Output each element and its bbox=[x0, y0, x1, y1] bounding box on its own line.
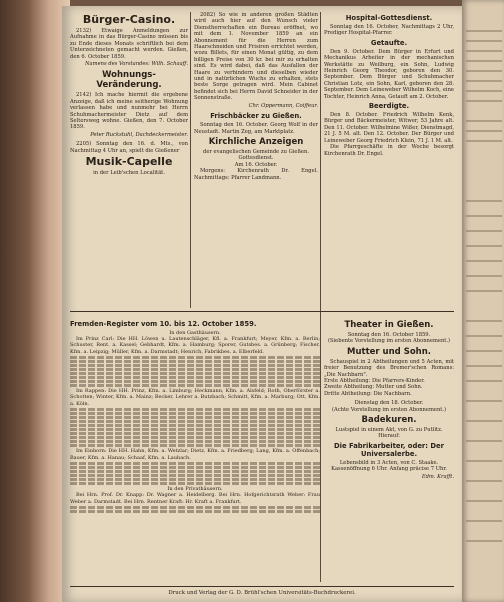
theater-play2: Badekuren. bbox=[361, 415, 417, 426]
theater-date: Sonntag den 16. October 1859. bbox=[347, 332, 431, 338]
text-hospital: Sonntag den 16. October, Nachmittags 2 Uhr, Prediger Hospital-Pfarrer. bbox=[324, 24, 454, 37]
sub-privathaeuser: In den Privathäusern. bbox=[167, 486, 223, 493]
theater-genre2: Lustspiel in einem Akt, von G. zu Putlitz. bbox=[335, 427, 443, 434]
theater-part1: Erste Abtheilung: Die Pfarrers-Kinder. bbox=[324, 378, 425, 385]
notice-coiffeur: 2082) So wie in anderen großen Städten wird auch hier auf den Wunsch vieler Dienstherrschaften ein Bureau eröffnet, wo mit dem 1. November 1859 an ein Abonnement für die Herren zum Haarschneiden und Frisiren errichtet werden, wozu Billets, für einen Monat gültig, zu dem billigen Preise von 30 kr. bei mir zu erhalten sind. Es wird dabei, daß das Ausfallen der Haare zu verhindern und dieselben wieder und in natürlichen Wuchs zu erhalten, stets beste Sorge getragen wird. Mein Cabinet befindet sich bei Herrn David Schneider in der Sonnenstraße. bbox=[194, 12, 318, 102]
section-rule bbox=[70, 311, 454, 312]
newspaper-page bbox=[62, 6, 462, 602]
theater-genre3: Lebensbild in 3 Acten, von C. Staake. bbox=[339, 459, 439, 466]
heading-frischbaecker: Frischbäcker zu Gießen. bbox=[210, 112, 302, 121]
signature-casino: Namens des Vorstandes: Wilh. Schaaff. bbox=[85, 61, 188, 68]
text-frischbaecker: Sonntag den 16. October. Georg Wolf in der Neustadt. Martin Zeg, am Marktplatz. bbox=[194, 122, 318, 135]
theater-part3: Dritte Abtheilung: Die Nachbarn. bbox=[324, 390, 412, 397]
footer-rule bbox=[70, 586, 454, 587]
heading-kirchliche-anzeigen: Kirchliche Anzeigen bbox=[208, 136, 304, 147]
notice-musik: 2205) Sonntag den 16. d. Mts., von Nachmittag 4 Uhr an, spielt die Gießener bbox=[70, 141, 188, 154]
theater-note2: (Achte Vorstellung im ersten Abonnement.) bbox=[331, 406, 447, 413]
heading-hospital: Hospital-Gottesdienst. bbox=[345, 14, 433, 22]
text-kirche: Morgens: Kirchenrath Dr. Engel. Nachmittags: Pfarrer Landmann. bbox=[194, 168, 318, 181]
heading-buerger-casino: Bürger-Casino. bbox=[82, 13, 176, 26]
column-left bbox=[70, 12, 188, 177]
book-binding bbox=[0, 0, 70, 602]
text-beerdigte: Den 8. October. Friedrich Wilhelm Kenk, Bürger und Bäckermeister, Witwer, 53 Jahre alt. Den 11. October. Wilhelmine Wißer, Dienstmagd, 21 J. 5 M. alt. Den 12. October. Der Bürger und Leineweber Georg Friedrich Klein, 71 J. 1 M. alt. bbox=[324, 112, 454, 144]
theater-genre: Schauspiel in 2 Abtheilungen und 5 Acten, mit freier Benutzung des Bremer'schen Romans: „Die Nachbarn". bbox=[324, 358, 454, 378]
sub-gottesdienst: Gottesdienst. bbox=[238, 155, 274, 162]
theater-date2: Dienstag den 18. October. bbox=[354, 400, 424, 407]
musik-location: in der Leib'schen Localität. bbox=[93, 170, 165, 177]
notice-wohnung: 2142) Ich mache hiermit die ergebene Anzeige, daß ich meine seitherige Wohnung verlassen habe und nunmehr bei Herrn Schuhmachermeister Dietz auf dem Seltersweg wohne. Gießen, den 7. October 1859. bbox=[70, 92, 188, 131]
text-getaufte: Den 9. October. Dem Bürger in Erfurt und Mechanikus Arbeiter in der mechanischen Werkstätte zu Weilburg, ein Sohn, Ludwig Heinrich Georg Theodor, geboren den 30. September. Dem Bürger und Schuhmacher Christian Lotz, ein Sohn, Karl, geboren den 28. September. Dem Leineweber Wilhelm Koch, eine Tochter, Heinrich Anna, Getauft am 2. October. bbox=[324, 48, 454, 100]
fremden-register bbox=[70, 318, 320, 514]
theater-hereon: Hierauf: bbox=[378, 433, 400, 440]
column-rule bbox=[190, 12, 191, 308]
adjacent-page-edge bbox=[462, 0, 504, 602]
heading-musik-capelle: Musik-Capelle bbox=[85, 155, 173, 169]
column-middle bbox=[194, 12, 318, 181]
heading-beerdigte: Beerdigte. bbox=[368, 102, 410, 111]
text-pfarrgeschaefte: Die Pfarrgeschäfte in der Woche besorgt Kirchenrath Dr. Engel. bbox=[324, 144, 454, 157]
theater-play3: Die Fabrikarbeiter, oder: Der Universalerbe. bbox=[334, 441, 444, 458]
signature-coiffeur: Chr. Oppermann, Coiffeur. bbox=[248, 102, 318, 109]
theater-ad bbox=[324, 318, 454, 483]
heading-theater: Theater in Gießen. bbox=[344, 320, 434, 330]
kirche-date: Am 16. October. bbox=[234, 161, 278, 168]
sub-gasthaeuser: In den Gasthäusern. bbox=[169, 330, 221, 336]
register-rappen: Im Rappen: Die HH. Prinz, Kfm. a. Limburg; Heckmann, Kfm. a. Alsfeld; Roth, Oberförster a. Schotten; Winter, Kfm. a. Mainz; Becker, Lehrer a. Butzbach; Schmitt, Kfm. a. Marburg; Ott, Kfm. a. Köln. bbox=[70, 388, 320, 407]
heading-getaufte: Getaufte. bbox=[370, 38, 408, 47]
signature-wohnung: Peter Ruckstuhl, Dachdeckermeister. bbox=[90, 131, 188, 138]
heading-fremden-register: Fremden-Register vom 10. bis 12. October 1859. bbox=[70, 320, 257, 328]
register-prinz-carl: Im Prinz Carl: Die HH. Löwen u. Lautenschläger, Kfl. a. Frankfurt; Meyer, Kfm. a. Berlin; Schuster, Rent. a. Kassel; Gebhardt, Kfm. a. Hamburg; Sporer, Gutsbes. a. Grünberg; Fischer, Kfm. a. Leipzig; Müller, Kfm. a. Darmstadt; Henrich, Fabrikbes. a. Elberfeld. bbox=[70, 336, 320, 355]
imprint-footer: Druck und Verlag der G. D. Brühl'schen Universitäts-Buchdruckerei. bbox=[168, 590, 356, 596]
heading-wohnung: Wohnungs-Veränderung. bbox=[96, 70, 162, 91]
theater-play: Mutter und Sohn. bbox=[347, 346, 431, 357]
theater-sign: Edm. Krafft. bbox=[421, 473, 454, 480]
sub-gemeinde: der evangelischen Gemeinde zu Gießen. bbox=[203, 148, 309, 155]
theater-note: (Siebente Vorstellung im ersten Abonnement.) bbox=[327, 338, 451, 345]
theater-part2: Zweite Abtheilung: Mutter und Sohn. bbox=[324, 384, 423, 391]
register-einhorn: Im Einhorn: Die HH. Hahn, Kfm. a. Wetzlar; Dietz, Kfm. a. Friedberg; Lang, Kfm. a. Offenbach; Bauer, Kfm. a. Hanau; Schaaf, Kfm. a. Laubach. bbox=[70, 448, 320, 461]
column-right bbox=[324, 12, 454, 157]
notice-casino: 2132) Etwaige Anmeldungen zur Aufnahme in das Bürger-Casino müssen bis zu Ende dieses Monats schriftlich bei dem Unterzeichneten gemacht werden. Gießen, den 6. October 1859. bbox=[70, 28, 188, 60]
theater-info: Kassenöffnung 6 Uhr. Anfang präcise 7 Uhr. bbox=[331, 466, 447, 473]
column-rule bbox=[320, 12, 321, 582]
register-privat: Bei Hrn. Prof. Dr. Knapp: Dr. Wagner a. Heidelberg. Bei Hrn. Hofgerichtsrath Weber: Frau Weber a. Darmstadt. Bei Hrn. Rentner Kraft: Hr. Kraft a. Frankfurt. bbox=[70, 492, 320, 505]
